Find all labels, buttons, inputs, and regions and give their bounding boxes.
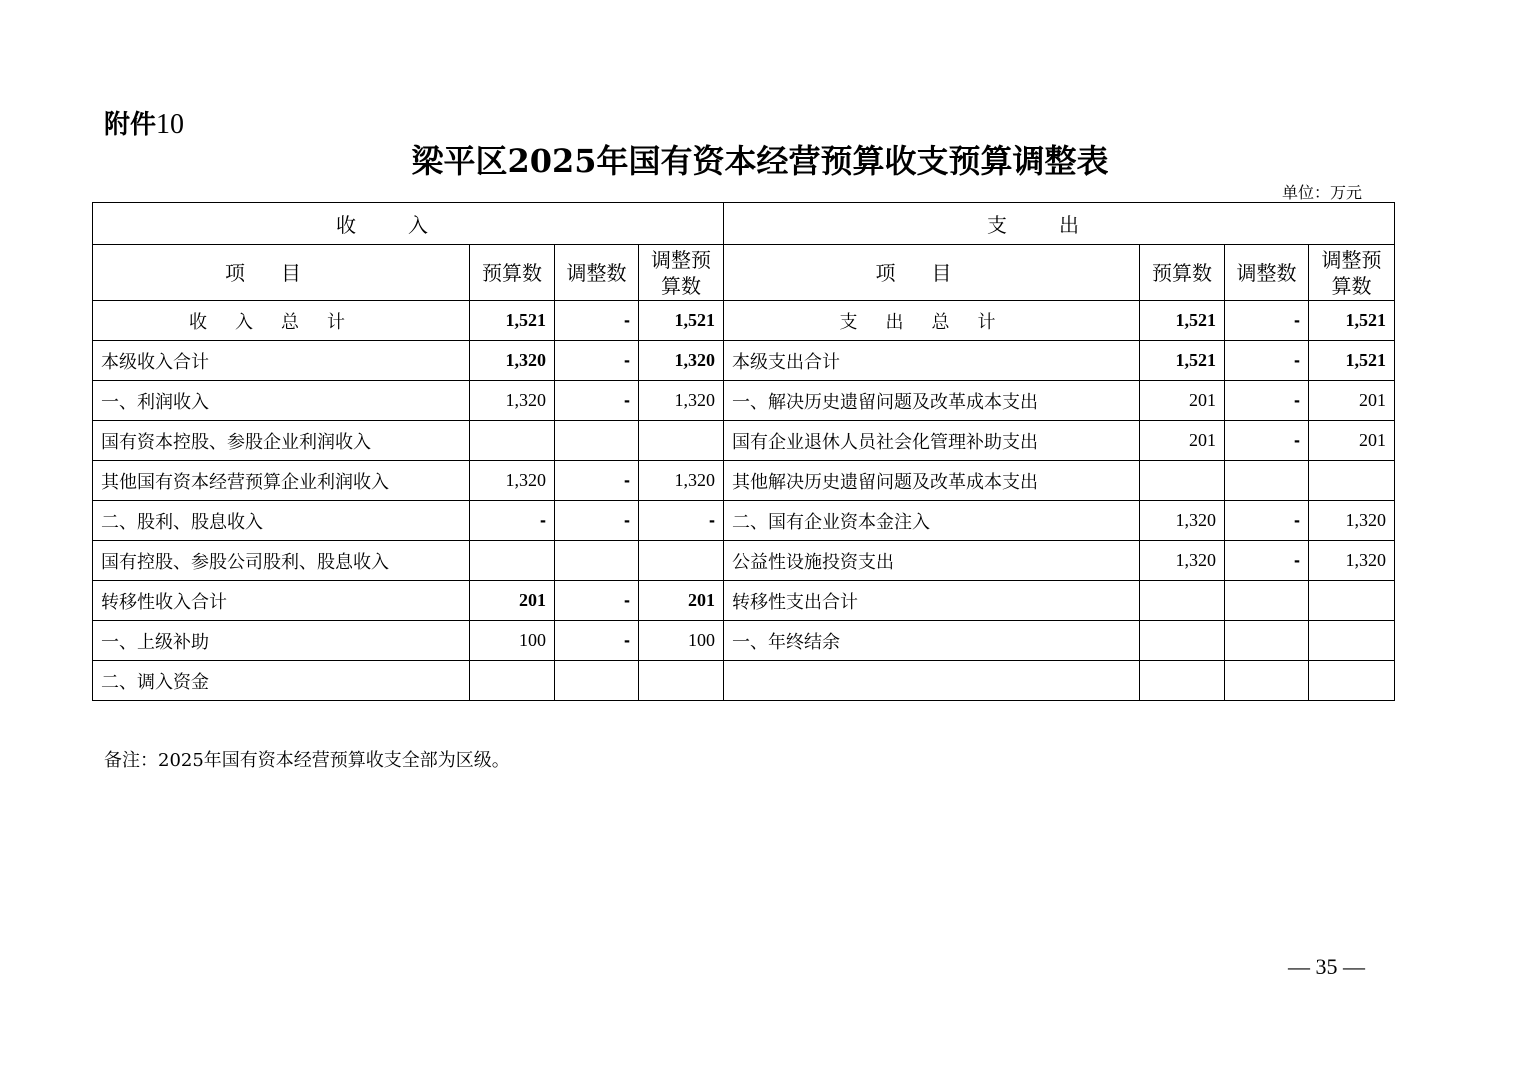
income-adjusted: 1,521 bbox=[639, 301, 724, 341]
expense-adjusted bbox=[1309, 581, 1395, 621]
income-label: 本级收入合计 bbox=[93, 341, 470, 381]
expense-adjusted: 1,320 bbox=[1309, 541, 1395, 581]
expense-label: 本级支出合计 bbox=[724, 341, 1140, 381]
table-row bbox=[93, 301, 1395, 341]
expense-adjust: - bbox=[1225, 301, 1309, 341]
income-budget-header: 预算数 bbox=[470, 245, 555, 301]
table-row bbox=[93, 421, 1395, 461]
expense-label: 支出总计 bbox=[724, 301, 1140, 341]
expense-adjust-header: 调整数 bbox=[1225, 245, 1309, 301]
income-budget bbox=[470, 661, 555, 701]
expense-adjust: - bbox=[1225, 381, 1309, 421]
income-label: 国有控股、参股公司股利、股息收入 bbox=[93, 541, 470, 581]
income-adjust: - bbox=[555, 341, 639, 381]
income-budget: 1,320 bbox=[470, 381, 555, 421]
income-section-header: 收入 bbox=[93, 203, 724, 245]
unit-label: 单位：万元 bbox=[1281, 183, 1362, 202]
expense-adjusted: 201 bbox=[1309, 381, 1395, 421]
expense-label: 公益性设施投资支出 bbox=[724, 541, 1140, 581]
table-row bbox=[93, 461, 1395, 501]
footnote: 备注：2025年国有资本经营预算收支全部为区级。 bbox=[104, 750, 510, 771]
income-adjusted: 1,320 bbox=[639, 341, 724, 381]
income-label: 一、上级补助 bbox=[93, 621, 470, 661]
income-label: 其他国有资本经营预算企业利润收入 bbox=[93, 461, 470, 501]
income-adjusted-header: 调整预算数 bbox=[639, 245, 724, 301]
table-row bbox=[93, 541, 1395, 581]
expense-label: 国有企业退休人员社会化管理补助支出 bbox=[724, 421, 1140, 461]
expense-label: 二、国有企业资本金注入 bbox=[724, 501, 1140, 541]
table-row bbox=[93, 621, 1395, 661]
expense-budget-header: 预算数 bbox=[1140, 245, 1225, 301]
expense-budget: 1,521 bbox=[1140, 301, 1225, 341]
expense-budget bbox=[1140, 581, 1225, 621]
income-label: 国有资本控股、参股企业利润收入 bbox=[93, 421, 470, 461]
expense-adjust: - bbox=[1225, 541, 1309, 581]
income-label: 二、股利、股息收入 bbox=[93, 501, 470, 541]
income-budget bbox=[470, 421, 555, 461]
expense-adjust: - bbox=[1225, 421, 1309, 461]
expense-adjusted: 201 bbox=[1309, 421, 1395, 461]
table-row bbox=[93, 581, 1395, 621]
page-number: — 35 — bbox=[1288, 954, 1365, 979]
budget-table bbox=[92, 202, 1395, 701]
expense-adjust: - bbox=[1225, 501, 1309, 541]
income-adjust: - bbox=[555, 461, 639, 501]
income-adjusted: 201 bbox=[639, 581, 724, 621]
income-label: 一、利润收入 bbox=[93, 381, 470, 421]
income-adjust bbox=[555, 541, 639, 581]
income-adjust: - bbox=[555, 501, 639, 541]
income-adjusted: 100 bbox=[639, 621, 724, 661]
expense-adjusted: 1,521 bbox=[1309, 341, 1395, 381]
income-budget: - bbox=[470, 501, 555, 541]
income-budget: 1,521 bbox=[470, 301, 555, 341]
expense-budget: 1,521 bbox=[1140, 341, 1225, 381]
expense-budget bbox=[1140, 621, 1225, 661]
income-adjusted: 1,320 bbox=[639, 461, 724, 501]
income-adjusted bbox=[639, 661, 724, 701]
expense-label: 一、解决历史遗留问题及改革成本支出 bbox=[724, 381, 1140, 421]
expense-budget: 201 bbox=[1140, 421, 1225, 461]
expense-adjusted-header: 调整预算数 bbox=[1309, 245, 1395, 301]
income-adjust bbox=[555, 421, 639, 461]
income-adjusted bbox=[639, 541, 724, 581]
table-row bbox=[93, 501, 1395, 541]
attachment-number: 10 bbox=[156, 109, 185, 140]
income-label: 收入总计 bbox=[93, 301, 470, 341]
expense-label: 转移性支出合计 bbox=[724, 581, 1140, 621]
expense-adjust bbox=[1225, 661, 1309, 701]
expense-budget bbox=[1140, 661, 1225, 701]
expense-budget: 1,320 bbox=[1140, 501, 1225, 541]
column-header-row bbox=[93, 245, 1395, 301]
income-adjust bbox=[555, 661, 639, 701]
expense-budget bbox=[1140, 461, 1225, 501]
income-budget bbox=[470, 541, 555, 581]
table-row bbox=[93, 341, 1395, 381]
income-adjust-header: 调整数 bbox=[555, 245, 639, 301]
expense-budget: 1,320 bbox=[1140, 541, 1225, 581]
income-budget: 1,320 bbox=[470, 341, 555, 381]
expense-budget: 201 bbox=[1140, 381, 1225, 421]
expense-adjusted: 1,521 bbox=[1309, 301, 1395, 341]
income-adjusted: 1,320 bbox=[639, 381, 724, 421]
income-adjust: - bbox=[555, 581, 639, 621]
income-adjust: - bbox=[555, 301, 639, 341]
expense-adjust bbox=[1225, 621, 1309, 661]
income-adjust: - bbox=[555, 381, 639, 421]
income-label: 二、调入资金 bbox=[93, 661, 470, 701]
income-budget: 100 bbox=[470, 621, 555, 661]
attachment-text: 附件 bbox=[104, 110, 157, 140]
expense-adjust: - bbox=[1225, 341, 1309, 381]
income-budget: 201 bbox=[470, 581, 555, 621]
section-header-row bbox=[93, 203, 1395, 245]
page-title: 梁平区2025年国有资本经营预算收支预算调整表 bbox=[411, 142, 1109, 180]
income-item-header: 项目 bbox=[93, 245, 470, 301]
expense-adjust bbox=[1225, 581, 1309, 621]
income-adjust: - bbox=[555, 621, 639, 661]
expense-item-header: 项目 bbox=[724, 245, 1140, 301]
table-row bbox=[93, 661, 1395, 701]
expense-adjusted bbox=[1309, 661, 1395, 701]
expense-label: 一、年终结余 bbox=[724, 621, 1140, 661]
expense-label: 其他解决历史遗留问题及改革成本支出 bbox=[724, 461, 1140, 501]
table-row bbox=[93, 381, 1395, 421]
expense-adjusted: 1,320 bbox=[1309, 501, 1395, 541]
expense-section-header: 支出 bbox=[724, 203, 1395, 245]
expense-adjusted bbox=[1309, 461, 1395, 501]
expense-adjusted bbox=[1309, 621, 1395, 661]
income-budget: 1,320 bbox=[470, 461, 555, 501]
expense-adjust bbox=[1225, 461, 1309, 501]
expense-label bbox=[724, 661, 1140, 701]
income-adjusted: - bbox=[639, 501, 724, 541]
income-adjusted bbox=[639, 421, 724, 461]
income-label: 转移性收入合计 bbox=[93, 581, 470, 621]
